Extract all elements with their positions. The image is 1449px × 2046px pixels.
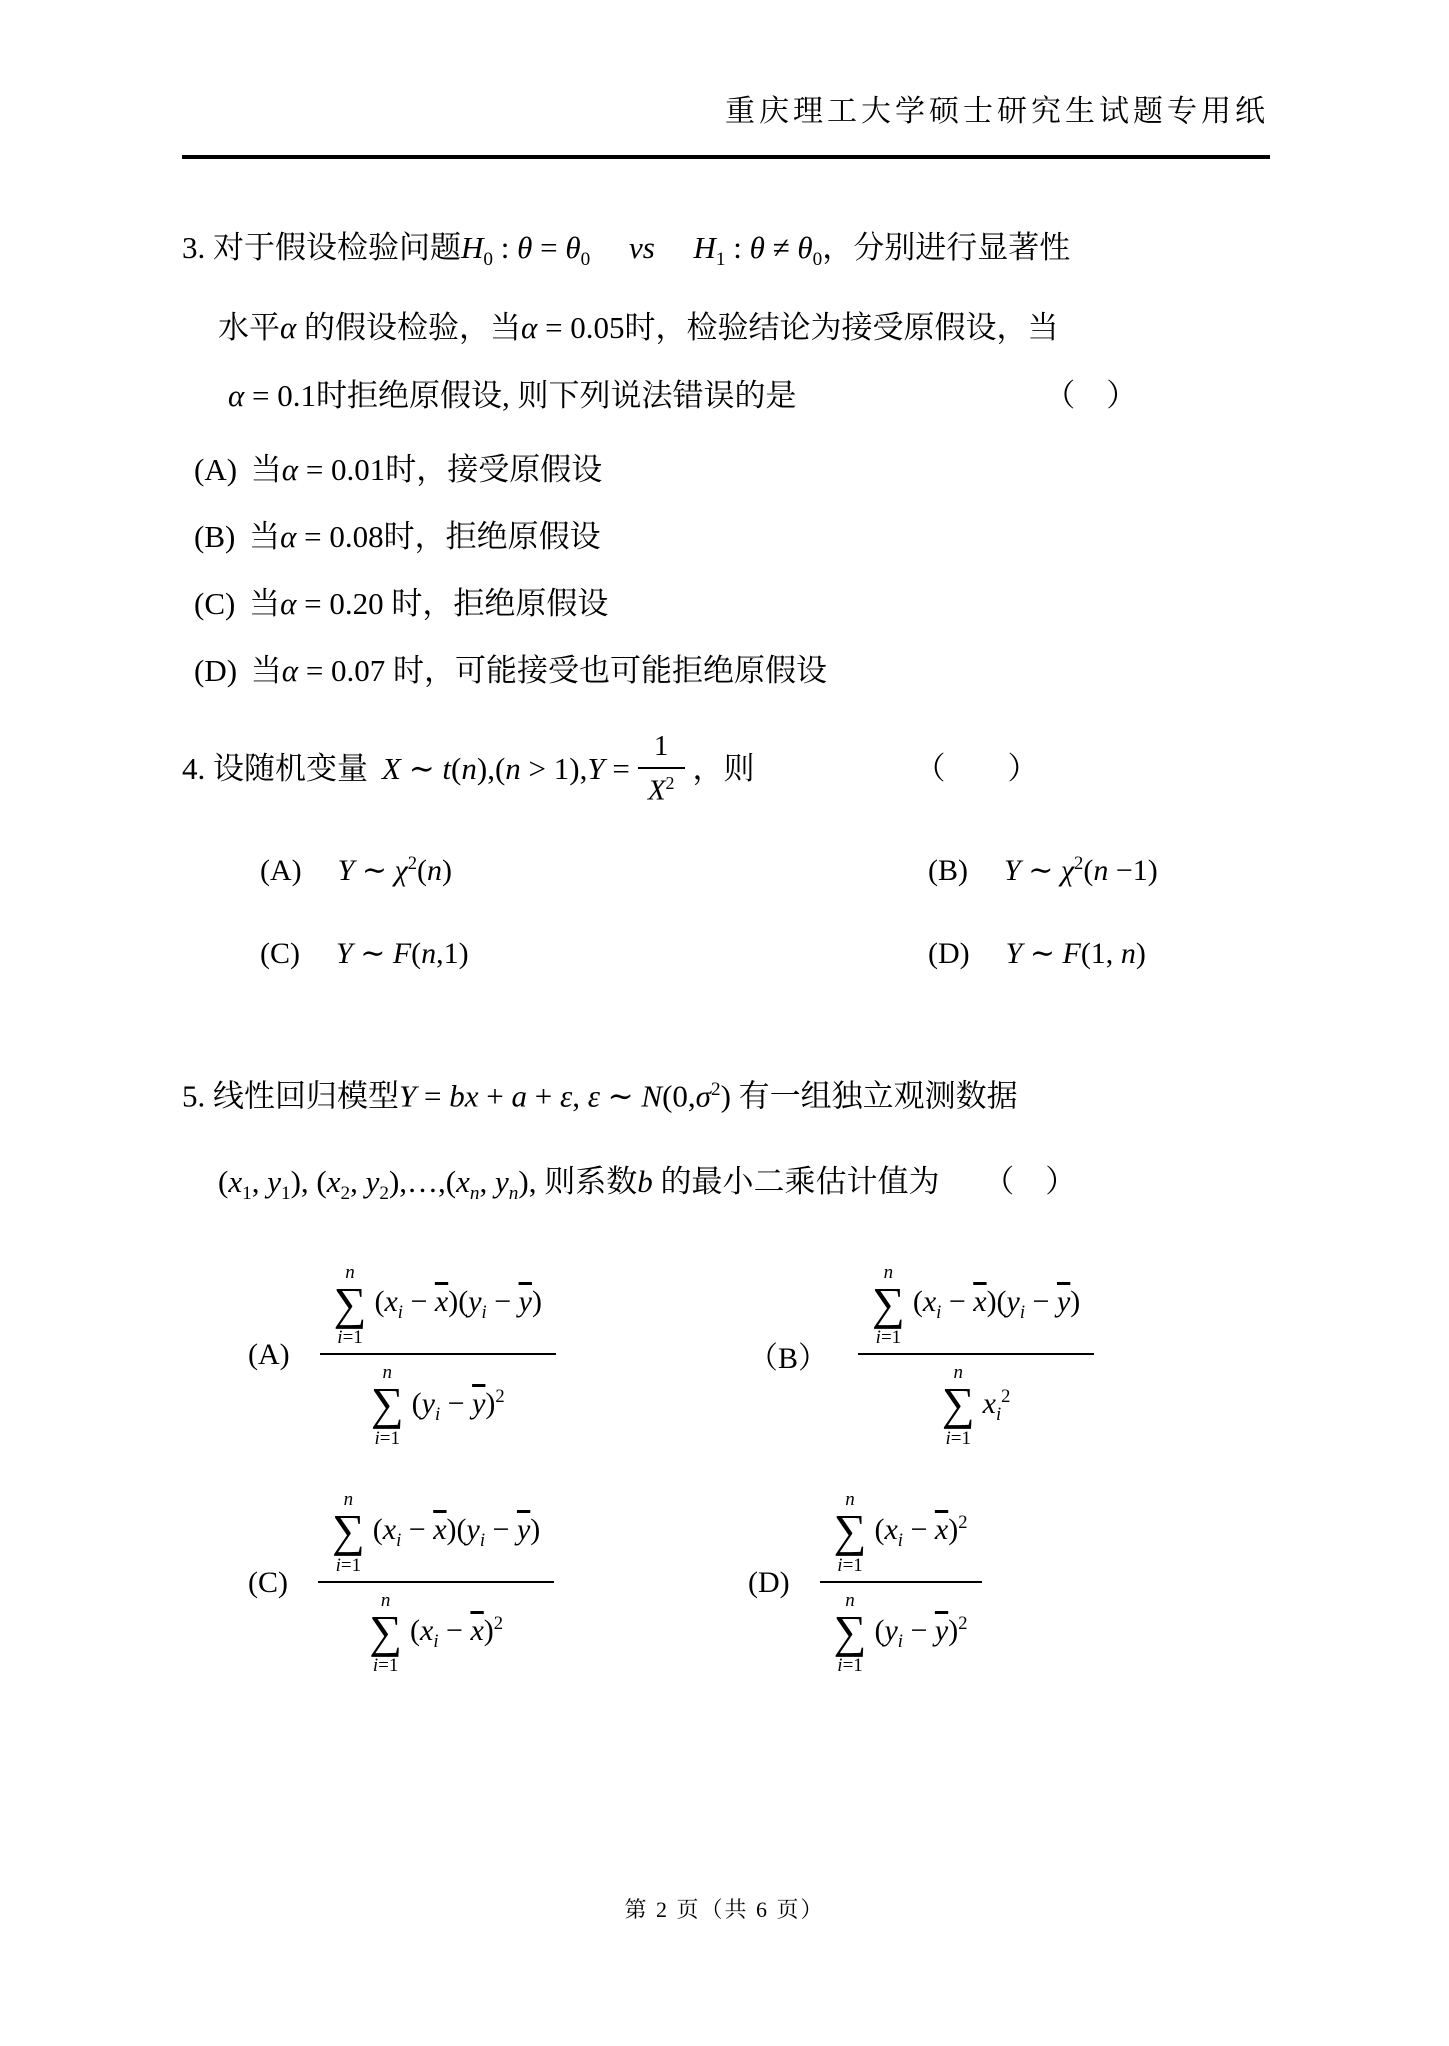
question-3: [182, 214, 1272, 704]
q3-line-3-text: α = 0.1时拒绝原假设, 则下列说法错误的是: [228, 378, 797, 414]
q4-answer-brackets: （ ）: [914, 750, 1039, 786]
q3-option-a-label: (A): [194, 452, 238, 488]
q4-line-1: [182, 728, 1272, 809]
summation-icon: n ∑ i=1: [941, 1362, 975, 1449]
q5-line-1: 5. 线性回归模型Y = bx + a + ε, ε ∼ $N(0,\sigma^2)$ 有一组独立观测数据: [182, 1078, 1018, 1114]
q3-option-c-text: 当α = 0.20 时，拒绝原假设: [249, 586, 609, 622]
q5-option-a-fraction: [320, 1263, 556, 1448]
q5-option-a-numerator: $(x_i - \overline{x})(y_i - \overline{y})$: [374, 1285, 542, 1324]
q5-option-b-denominator: $x_i^2$: [982, 1385, 1011, 1425]
q5-line-2-text: ($x_1$, $y_1$), ($x_2$, $y_2),\dots,(x_n$, $y_n$), 则系数b 的最小二乘估计值为: [218, 1164, 940, 1205]
summation-icon: n ∑ i=1: [369, 1589, 403, 1677]
q4-option-a-formula: Y ∼ $\chi^2(n)$: [337, 853, 452, 888]
q5-option-c: [248, 1490, 748, 1675]
q4-inline-fraction: [638, 728, 685, 809]
q4-option-c-formula: Y ∼ F(n,1): [336, 937, 469, 971]
q3-option-b: [194, 503, 1272, 570]
q4-after-text: ，则: [692, 750, 755, 786]
q5-option-d-denominator: $(y_i - \overline{y})^2$: [874, 1612, 968, 1652]
q5-option-b-fraction: [858, 1263, 1094, 1448]
q3-options: [194, 436, 1272, 704]
q5-option-c-label: (C): [248, 1565, 288, 1599]
q5-option-b: [748, 1263, 1272, 1448]
q4-option-b-formula: Y ∼ $\chi^2(n -1)$: [1004, 853, 1158, 888]
q3-option-b-label: (B): [194, 519, 236, 555]
q3-answer-brackets: （ ）: [1044, 378, 1138, 414]
header-title: 重庆理工大学硕士研究生试题专用纸: [725, 95, 1269, 128]
q5-line-2: [218, 1148, 1272, 1228]
header-rule: [182, 155, 1270, 159]
q5-option-d-label: (D): [748, 1565, 790, 1599]
q4-math: X ∼ t(n),(n > 1),Y =: [382, 750, 630, 786]
q4-option-a: [260, 853, 928, 888]
q4-fraction-numerator: 1: [653, 730, 669, 762]
page-footer: 第 2 页（共 6 页）: [624, 1897, 825, 1922]
summation-icon: n ∑ i=1: [332, 1488, 365, 1576]
q5-option-b-label: （B）: [748, 1342, 829, 1376]
q3-line-2: 水平α 的假设检验，当α = 0.05时，检验结论为接受原假设，当: [218, 310, 1059, 346]
q3-option-a: [194, 436, 1272, 503]
q5-options: [248, 1263, 1272, 1676]
q3-option-c-label: (C): [194, 586, 236, 622]
q3-option-d: [194, 637, 1272, 704]
q4-option-d-formula: Y ∼ F(1, n): [1005, 937, 1146, 971]
q5-option-a-denominator: $(y_i - \overline{y})^2$: [411, 1385, 505, 1425]
q3-option-c: [194, 570, 1272, 637]
q4-option-c-label: (C): [260, 937, 300, 971]
q4-option-c: [260, 936, 928, 971]
q3-line-1: 3. 对于假设检验问题$H_0$ : $\theta = \theta_0$ vs $H_1$ : $\theta \ne \theta_0$，分别进行显著性: [182, 230, 1071, 271]
q3-option-d-label: (D): [194, 653, 238, 689]
q4-intro-text: 4. 设随机变量: [182, 750, 368, 786]
q5-option-d-fraction: [820, 1490, 982, 1675]
summation-icon: n ∑ i=1: [872, 1261, 905, 1349]
q5-option-d-numerator: $(x_i - \overline{x})^2$: [874, 1512, 968, 1552]
q4-options: [260, 853, 1272, 971]
q3-line-3: [228, 362, 1272, 430]
q4-option-d: [928, 936, 1272, 971]
q5-option-a-label: (A): [248, 1338, 290, 1372]
q4-fraction-denominator: $X^2$: [638, 767, 685, 809]
q5-option-c-denominator: $(x_i - \overline{x})^2$: [410, 1612, 504, 1652]
q5-option-b-numerator: $(x_i - \overline{x})(y_i - \overline{y})$: [912, 1285, 1081, 1324]
question-4: [182, 728, 1272, 971]
summation-icon: n ∑ i=1: [833, 1488, 867, 1576]
q4-option-b: [928, 853, 1272, 888]
q4-option-a-label: (A): [260, 854, 302, 888]
question-5: [182, 1056, 1272, 1675]
q5-option-d: [748, 1490, 1272, 1675]
q5-option-c-numerator: $(x_i - \overline{x})(y_i - \overline{y})$: [372, 1512, 541, 1551]
summation-icon: n ∑ i=1: [370, 1362, 404, 1449]
q3-option-b-text: 当α = 0.08时，拒绝原假设: [249, 519, 601, 555]
q5-option-c-fraction: [318, 1490, 554, 1675]
summation-icon: n ∑ i=1: [333, 1261, 367, 1349]
q3-option-d-text: 当α = 0.07 时，可能接受也可能拒绝原假设: [250, 653, 828, 689]
q3-option-a-text: 当α = 0.01时，接受原假设: [250, 452, 603, 488]
q5-option-a: [248, 1263, 748, 1448]
summation-icon: n ∑ i=1: [833, 1589, 867, 1677]
q4-option-b-label: (B): [928, 854, 968, 888]
q4-option-d-label: (D): [928, 937, 970, 971]
q5-answer-brackets: （ ）: [983, 1164, 1077, 1200]
